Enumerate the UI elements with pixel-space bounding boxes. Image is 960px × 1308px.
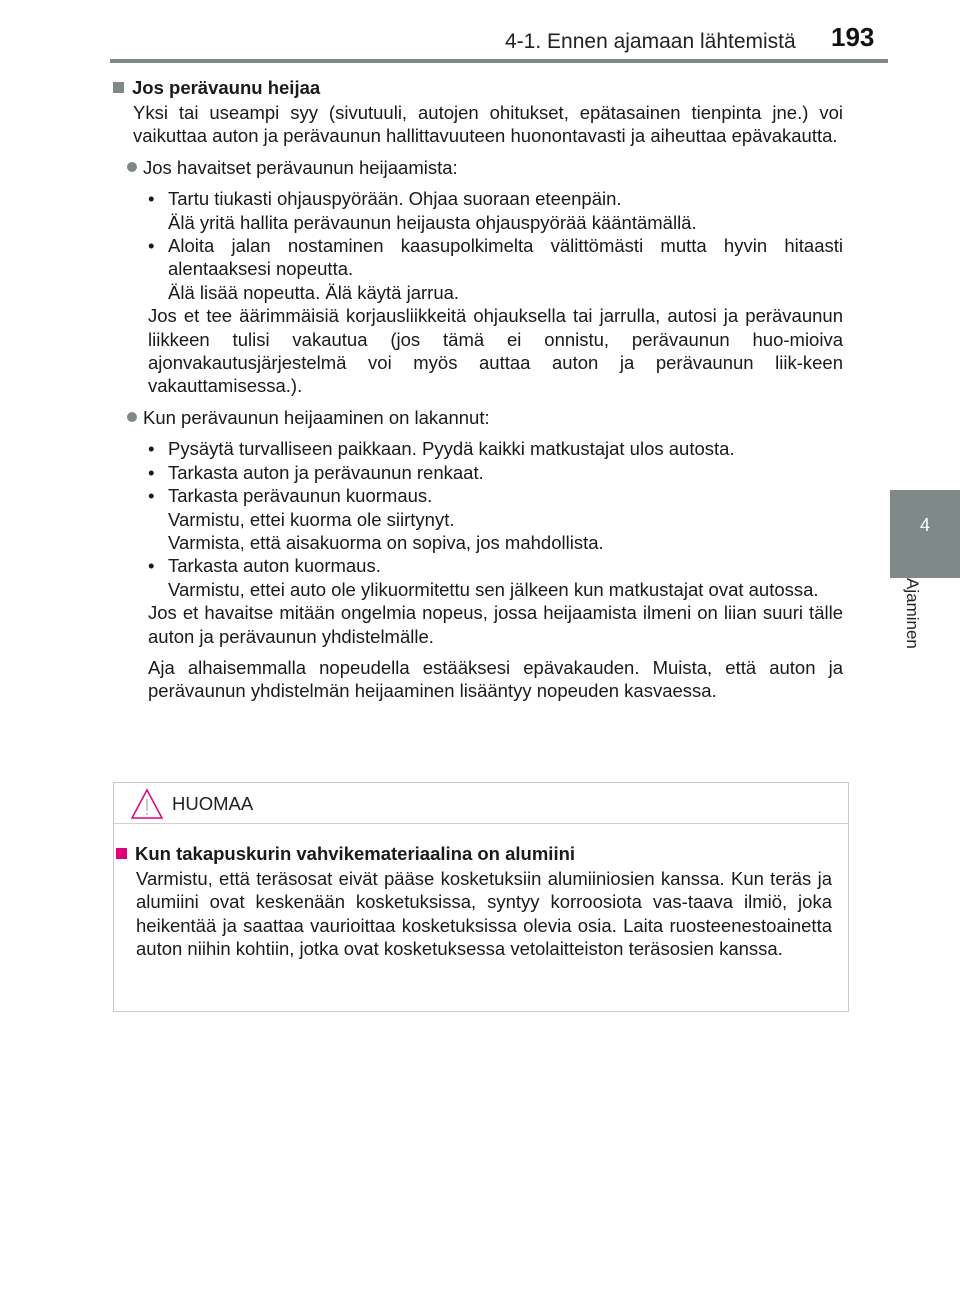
list-item-continuation: Älä lisää nopeutta. Älä käytä jarrua. bbox=[168, 281, 460, 303]
bullet-mark: • bbox=[148, 555, 155, 577]
bullet-mark: • bbox=[148, 461, 155, 483]
list-item bbox=[148, 554, 843, 577]
list-item bbox=[148, 437, 843, 460]
chapter-number: 4 bbox=[919, 515, 930, 535]
chapter-name-wrapper bbox=[902, 578, 942, 688]
header-rule bbox=[110, 59, 888, 63]
notice-header bbox=[114, 783, 848, 824]
bullet-mark: • bbox=[148, 438, 155, 460]
notice-body bbox=[114, 841, 832, 961]
list-item-continuation: Älä yritä hallita perävaunun heijausta ohjauspyörää kääntämällä. bbox=[168, 211, 697, 233]
bullet-mark: • bbox=[148, 235, 155, 257]
section-heading bbox=[113, 75, 843, 101]
bullet-mark: • bbox=[148, 188, 155, 210]
notice-text: Varmistu, että teräsosat eivät pääse kosketuksiin alumiiniosien kanssa. Kun teräs ja alumiini ovat keskenään kosketuksissa, syntyy korroosiota vas-taava ilmiö, joka heikentää ja saattaa vaurioittaa kosketuksissa olevia osia. Laita ruosteenestoainetta auton niihin kohtiin, jotka ovat kosketuksessa vetolaitteiston teräsosien kanssa. bbox=[136, 868, 832, 960]
main-content bbox=[113, 75, 843, 703]
list-item-continuation: Varmistu, ettei kuorma ole siirtynyt. bbox=[168, 508, 455, 530]
intro-paragraph: Yksi tai useampi syy (sivutuuli, autojen ohitukset, epätasainen tienpinta jne.) voi vaikuttaa auton ja perävaunun hallittavuuteen huonontavasti ja aiheuttaa epävakautta. bbox=[133, 102, 843, 147]
warning-triangle-icon bbox=[131, 788, 163, 820]
block2-title-text: Kun perävaunun heijaaminen on lakannut: bbox=[143, 406, 490, 428]
list-item bbox=[148, 234, 843, 281]
circle-bullet-icon bbox=[127, 412, 137, 422]
notice-box bbox=[113, 782, 849, 1012]
block2-note: Aja alhaisemmalla nopeudella estääksesi epävakauden. Muista, että auton ja perävaunun yhdistelmän heijaaminen lisääntyy nopeuden kasvaessa. bbox=[148, 656, 843, 702]
block1-title-text: Jos havaitset perävaunun heijaamista: bbox=[143, 156, 458, 178]
list-item bbox=[148, 461, 843, 484]
list-item-text: Aloita jalan nostaminen kaasupolkimelta välittömästi mutta hyvin hitaasti alentaaksesi nopeutta. bbox=[168, 235, 843, 280]
block1-title bbox=[127, 156, 843, 179]
notice-title: HUOMAA bbox=[172, 793, 254, 814]
list-item-text: Pysäytä turvalliseen paikkaan. Pyydä kaikki matkustajat ulos autosta. bbox=[168, 438, 735, 460]
list-item-text: Tarkasta perävaunun kuormaus. bbox=[168, 485, 433, 507]
page-number: 193 bbox=[831, 22, 875, 52]
block1-note: Jos et tee äärimmäisiä korjausliikkeitä ohjauksella tai jarrulla, autosi ja perävaunun liikkeen tulisi vakautua (jos tämä ei onnistu, perävaunun huo-mioiva ajonvakautusjärjestelmä voi myös auttaa auton ja perävaunun liik-keen vakauttamisessa.). bbox=[148, 305, 843, 397]
list-item-continuation: Varmistu, ettei auto ole ylikuormitettu sen jälkeen kun matkustajat ovat autossa. bbox=[168, 578, 819, 600]
square-bullet-icon bbox=[113, 82, 124, 93]
notice-heading bbox=[116, 841, 832, 867]
circle-bullet-icon bbox=[127, 162, 137, 172]
heading-text: Jos perävaunu heijaa bbox=[132, 77, 321, 98]
block2-note: Jos et havaitse mitään ongelmia nopeus, jossa heijaamista ilmeni on liian suuri tälle auton ja perävaunun yhdistelmälle. bbox=[148, 602, 843, 647]
list-item-text: Tartu tiukasti ohjauspyörään. Ohjaa suoraan eteenpäin. bbox=[168, 188, 622, 210]
list-item bbox=[148, 187, 843, 210]
list-item-text: Tarkasta auton ja perävaunun renkaat. bbox=[168, 461, 484, 483]
section-title: 4-1. Ennen ajamaan lähtemistä bbox=[505, 30, 796, 53]
chapter-name: Ajaminen bbox=[903, 578, 922, 649]
bullet-mark: • bbox=[148, 485, 155, 507]
block2-title bbox=[127, 406, 843, 429]
list-item-text: Tarkasta auton kuormaus. bbox=[168, 555, 381, 577]
list-item bbox=[148, 484, 843, 507]
notice-heading-text: Kun takapuskurin vahvikemateriaalina on alumiini bbox=[135, 843, 576, 864]
list-item-continuation: Varmista, että aisakuorma on sopiva, jos mahdollista. bbox=[168, 531, 604, 553]
square-bullet-icon bbox=[116, 848, 127, 859]
